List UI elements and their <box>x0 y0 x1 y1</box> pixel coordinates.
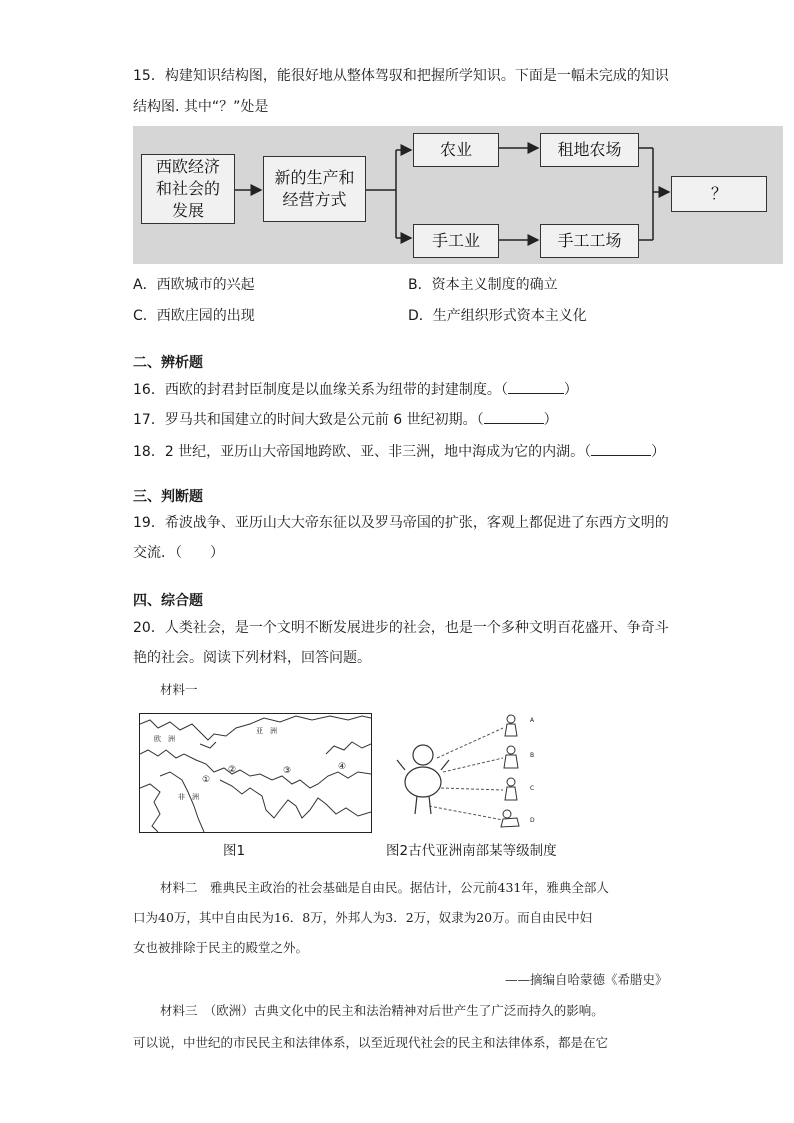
box-workshop <box>540 224 639 258</box>
box-rental-farm <box>540 133 639 167</box>
caste-label-a: A <box>530 717 535 724</box>
map-label-asia: 亚 洲 <box>256 727 277 735</box>
material2-line3: 女也被排除于民主的殿堂之外。 <box>133 940 309 955</box>
knowledge-structure-diagram <box>133 126 783 264</box>
material2-line1: 材料二 雅典民主政治的社会基础是自由民。据估计，公元前431年，雅典全部人 <box>160 880 609 895</box>
option-a[interactable]: A．西欧城市的兴起 <box>133 277 255 293</box>
box-western-europe-development <box>141 154 235 224</box>
q18-close: ） <box>651 444 666 460</box>
map-label-europe: 欧 洲 <box>154 735 175 743</box>
q17-answer-blank[interactable] <box>484 409 544 424</box>
q20-line2: 艳的社会。阅读下列材料，回答问题。 <box>133 650 371 666</box>
option-b[interactable]: B．资本主义制度的确立 <box>408 277 558 293</box>
q18 <box>133 441 665 462</box>
q17 <box>133 409 558 430</box>
q16 <box>133 379 578 400</box>
box7-text: ？ <box>710 184 727 203</box>
box3-text: 农业 <box>439 140 472 159</box>
box2-text: 新的生产和 经营方式 <box>274 168 355 209</box>
q18-text: 18．2 世纪，亚历山大帝国地跨欧、亚、非三洲，地中海成为它的内湖。（ <box>133 444 592 460</box>
box5-text: 手工业 <box>431 231 480 250</box>
box6-text: 手工工场 <box>557 231 622 250</box>
q16-text: 16．西欧的封君封臣制度是以血缘关系为纽带的封建制度。（ <box>133 382 508 398</box>
option-c[interactable]: C．西欧庄园的出现 <box>133 308 255 324</box>
figure2-caption: 图2古代亚洲南部某等级制度 <box>386 843 557 859</box>
section3-title: 三、判断题 <box>133 489 203 505</box>
map-marker-2: ② <box>228 765 237 775</box>
q20-line1: 20．人类社会，是一个文明不断发展进步的社会，也是一个多种文明百花盛开、争奇斗 <box>133 620 669 636</box>
section2-title: 二、辨析题 <box>133 355 203 371</box>
material2-source: ——摘编自哈蒙德《希腊史》 <box>505 972 668 987</box>
box1-text: 西欧经济 和社会的 发展 <box>155 157 220 220</box>
q16-close: ） <box>563 382 578 398</box>
material1-label: 材料一 <box>160 682 198 697</box>
q15-line2: 结构图. 其中“？”处是 <box>133 99 269 115</box>
q16-answer-blank[interactable] <box>508 379 564 394</box>
box-unknown <box>671 176 767 212</box>
map-figure <box>139 713 372 833</box>
box4-text: 租地农场 <box>557 140 622 159</box>
map-label-africa: 非 洲 <box>178 793 199 801</box>
q15-line1: 15．构建知识结构图，能很好地从整体驾驭和把握所学知识。下面是一幅未完成的知识 <box>133 68 669 84</box>
q19-line1: 19．希波战争、亚历山大大帝东征以及罗马帝国的扩张，客观上都促进了东西方文明的 <box>133 515 669 531</box>
caste-illustration <box>393 710 543 835</box>
caste-label-d: D <box>530 817 535 824</box>
box-agriculture <box>413 133 499 167</box>
q18-answer-blank[interactable] <box>591 441 651 456</box>
caste-label-b: B <box>530 752 535 759</box>
section4-title: 四、综合题 <box>133 593 203 609</box>
figure1-caption: 图1 <box>223 843 246 859</box>
material3-line1: 材料三 （欧洲）古典文化中的民主和法治精神对后世产生了广泛而持久的影响。 <box>160 1003 604 1018</box>
map-marker-4: ④ <box>338 762 347 772</box>
option-d[interactable]: D．生产组织形式资本主义化 <box>408 308 587 324</box>
q17-close: ） <box>543 412 558 428</box>
caste-system-figure <box>393 710 543 835</box>
box-new-production-mode <box>263 156 366 222</box>
box-handicraft <box>413 224 499 258</box>
caste-label-c: C <box>530 785 535 792</box>
map-marker-1: ① <box>202 775 211 785</box>
map-marker-3: ③ <box>283 766 292 776</box>
q17-text: 17．罗马共和国建立的时间大致是公元前 6 世纪初期。（ <box>133 412 484 428</box>
q19-line2: 交流．（ ） <box>133 545 224 561</box>
material2-line2: 口为40万，其中自由民为16．8万，外邦人为3．2万，奴隶为20万。而自由民中妇 <box>133 910 593 925</box>
material3-line2: 可以说，中世纪的市民民主和法律体系，以至近现代社会的民主和法律体系，都是在它 <box>133 1035 609 1050</box>
